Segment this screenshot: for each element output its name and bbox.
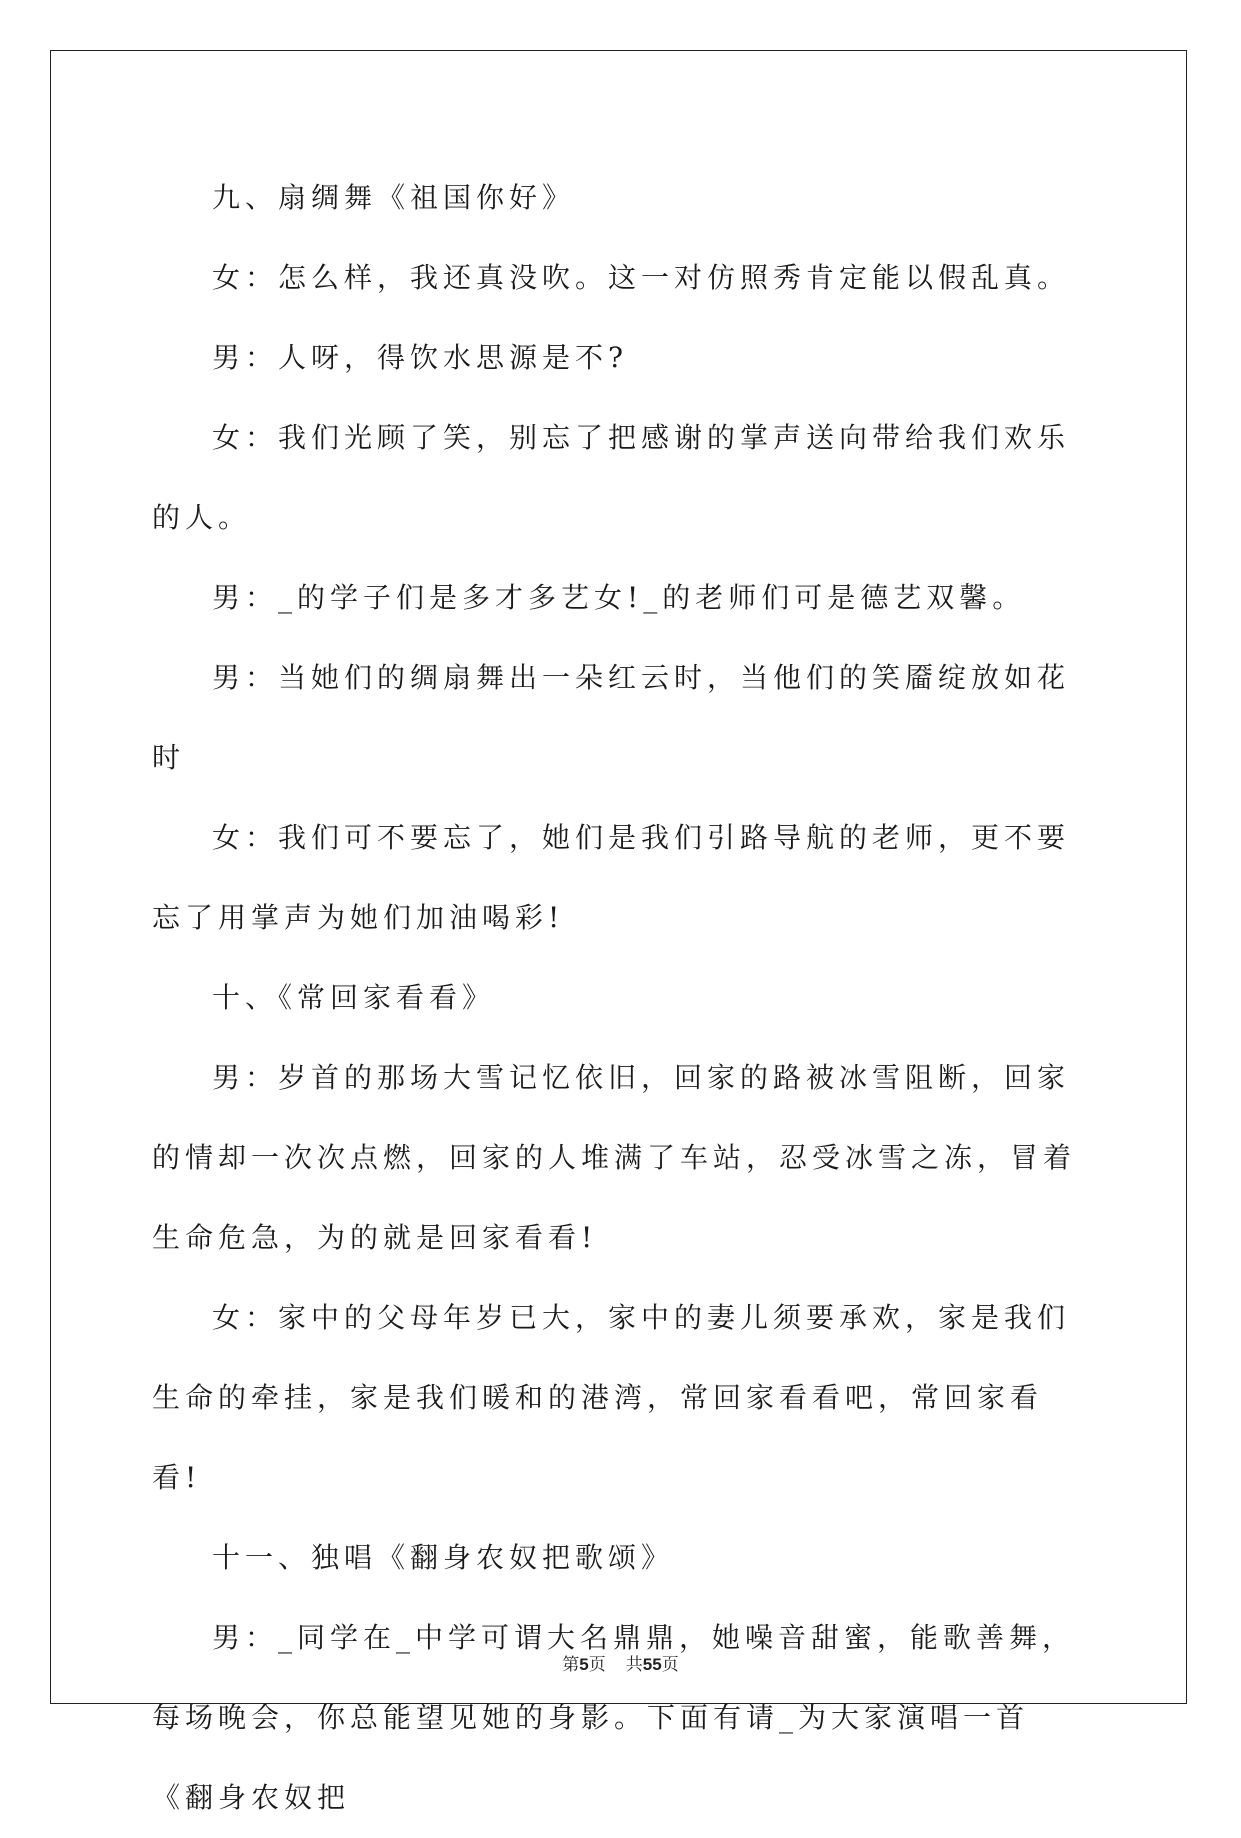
paragraph: 女：怎么样，我还真没吹。这一对仿照秀肯定能以假乱真。 (212, 261, 1071, 294)
paragraph: 女：我们可不要忘了，她们是我们引路导航的老师，更不要忘了用掌声为她们加油喝彩! (152, 821, 1071, 934)
paragraph: 女：家中的父母年岁已大，家中的妻儿须要承欢，家是我们生命的牵挂，家是我们暖和的港湾，常回家看看吧，常回家看看! (152, 1301, 1071, 1494)
page-total-prefix: 共 (625, 1655, 643, 1675)
paragraph: 十、《常回家看看》 (212, 981, 496, 1014)
document-body (152, 158, 1092, 1838)
paragraph: 十一、独唱《翻身农奴把歌颂》 (212, 1541, 675, 1574)
paragraph: 男：岁首的那场大雪记忆依旧，回家的路被冰雪阻断，回家的情却一次次点燃，回家的人堆满了车站，忍受冰雪之冻，冒着生命危急，为的就是回家看看! (152, 1061, 1077, 1254)
page-footer (0, 1650, 1241, 1675)
paragraph: 男：当她们的绸扇舞出一朵红云时，当他们的笑靥绽放如花时 (152, 661, 1071, 774)
paragraph: 九、扇绸舞《祖国你好》 (212, 181, 576, 214)
page-total-suffix: 页 (661, 1655, 679, 1675)
paragraph: 女：我们光顾了笑，别忘了把感谢的掌声送向带给我们欢乐的人。 (152, 421, 1071, 534)
paragraph: 男：人呀，得饮水思源是不? (212, 341, 629, 374)
paragraph: 男：_同学在_中学可谓大名鼎鼎，她噪音甜蜜，能歌善舞，每场晚会，你总能望见她的身影。下面有请_为大家演唱一首《翻身农奴把 (152, 1621, 1076, 1814)
page-number-suffix: 页 (588, 1655, 606, 1675)
page-total-count: 55 (642, 1655, 662, 1674)
page-number-current: 5 (579, 1655, 589, 1674)
paragraph: 男：_的学子们是多才多艺女!_的老师们可是德艺双馨。 (212, 581, 1026, 614)
page-number-prefix: 第 (562, 1655, 580, 1675)
